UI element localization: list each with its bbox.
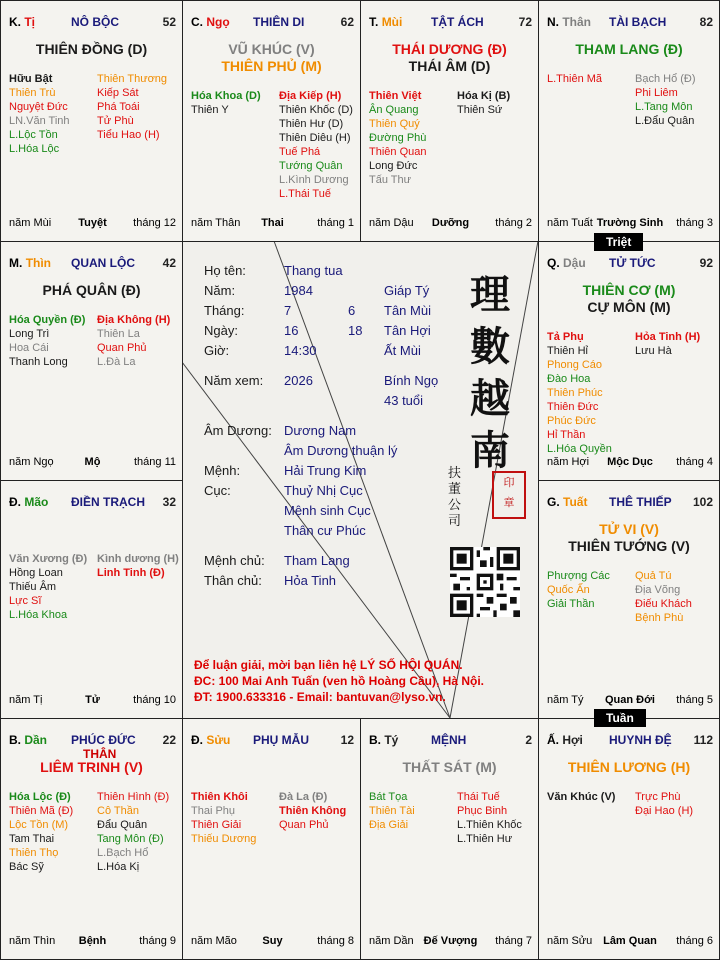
footer-month: tháng 12 bbox=[133, 217, 176, 229]
minor-star: Thiên Giải bbox=[191, 819, 242, 831]
amduong-value: Dương Nam bbox=[284, 423, 357, 438]
minor-star: Hóa Kị (B) bbox=[457, 90, 511, 102]
footer-month: tháng 1 bbox=[317, 217, 354, 229]
minor-star: Phượng Các bbox=[547, 570, 610, 582]
minor-star: Hỏa Tinh (H) bbox=[635, 331, 701, 343]
footer-stage: Bệnh bbox=[78, 935, 107, 947]
minor-star: Thiên Đức bbox=[547, 401, 599, 413]
minor-star: Bạch Hổ (Đ) bbox=[635, 73, 696, 85]
nam-value: 1984 bbox=[284, 283, 313, 298]
palace-name: THIÊN DI bbox=[253, 15, 305, 29]
palace-mui[interactable] bbox=[360, 0, 539, 242]
palace-tuat[interactable] bbox=[538, 480, 720, 719]
palace-header bbox=[191, 733, 354, 749]
ngay-value-lunar: 18 bbox=[348, 323, 363, 338]
cuc-value: Thuỷ Nhị Cục bbox=[284, 483, 363, 498]
triet-tag: Triệt bbox=[594, 233, 643, 251]
minor-star: Long Đức bbox=[369, 160, 418, 172]
minor-star: Thiên Hỉ bbox=[547, 345, 588, 357]
minor-star: Thiên Khốc (D) bbox=[279, 104, 353, 116]
palace-name: TỬ TỨC bbox=[609, 256, 656, 270]
palace-dan[interactable] bbox=[0, 718, 183, 960]
left-minor-stars bbox=[9, 313, 85, 369]
minor-star: Tuế Phá bbox=[279, 146, 321, 158]
main-star: THIÊN ĐỒNG (D) bbox=[35, 41, 148, 57]
palace-header bbox=[547, 256, 713, 272]
main-star: THẤT SÁT (M) bbox=[402, 759, 497, 775]
minor-star: L.Hóa Kị bbox=[97, 861, 140, 873]
footer-year: năm Thìn bbox=[9, 935, 56, 947]
palace-name: HUYNH ĐỆ bbox=[609, 733, 672, 747]
palace-age: 92 bbox=[699, 256, 713, 270]
right-minor-stars bbox=[457, 89, 510, 117]
right-minor-stars bbox=[635, 330, 700, 358]
palace-branch: B. Dần bbox=[9, 733, 48, 747]
left-minor-stars bbox=[9, 552, 87, 622]
minor-star: L.Tang Môn bbox=[635, 101, 693, 113]
palace-header bbox=[547, 495, 713, 511]
gio-label: Giờ: bbox=[204, 343, 230, 358]
footer-month: tháng 11 bbox=[133, 456, 176, 468]
left-minor-stars bbox=[191, 89, 261, 117]
minor-star: L.Hóa Lộc bbox=[9, 143, 60, 155]
palace-branch: Đ. Sửu bbox=[191, 733, 231, 747]
thanchu-label: Thân chủ: bbox=[204, 573, 262, 588]
palace-age: 72 bbox=[518, 15, 532, 29]
minor-star: Ân Quang bbox=[369, 104, 419, 116]
center-info-panel bbox=[182, 241, 538, 718]
minor-star: Linh Tinh (Đ) bbox=[97, 567, 165, 579]
minor-star: Hồng Loan bbox=[9, 567, 63, 579]
palace-name: QUAN LỘC bbox=[71, 256, 135, 270]
gio-canchi: Ất Mùi bbox=[384, 343, 421, 358]
palace-footer bbox=[9, 935, 176, 949]
minor-star: Thiên Khôi bbox=[191, 791, 248, 803]
palace-mao[interactable] bbox=[0, 480, 183, 719]
palace-age: 52 bbox=[162, 15, 176, 29]
palace-footer bbox=[547, 217, 713, 231]
left-minor-stars bbox=[191, 790, 256, 846]
ngay-canchi: Tân Hợi bbox=[384, 323, 431, 338]
left-minor-stars bbox=[9, 72, 70, 156]
footer-stage: Thai bbox=[261, 217, 284, 229]
main-star: THAM LANG (Đ) bbox=[575, 41, 683, 57]
seal-text: 扶 董 公 司 bbox=[448, 466, 462, 529]
palace-age: 62 bbox=[340, 15, 354, 29]
main-stars bbox=[361, 41, 538, 75]
palace-branch: Q. Dậu bbox=[547, 256, 586, 270]
palace-branch: K. Tị bbox=[9, 15, 36, 29]
palace-name: THÊ THIẾP bbox=[609, 495, 672, 509]
main-star: THÁI DƯƠNG (Đ) bbox=[392, 41, 507, 57]
contact-line-1: Để luận giải, mời bạn liên hệ LÝ SỐ HỘI QUÁN. bbox=[194, 658, 463, 672]
main-stars bbox=[539, 759, 719, 776]
left-minor-stars bbox=[369, 790, 415, 832]
palace-suu[interactable] bbox=[182, 718, 361, 960]
minor-star: Thiên Quan bbox=[369, 146, 427, 158]
minor-star: Thiên Việt bbox=[369, 90, 422, 102]
minor-star: Hỉ Thần bbox=[547, 429, 586, 441]
minor-star: L.Lộc Tồn bbox=[9, 129, 58, 141]
hoten-value: Thang tua bbox=[284, 263, 343, 278]
footer-month: tháng 2 bbox=[495, 217, 532, 229]
minor-star: Thiên Quý bbox=[369, 118, 420, 130]
palace-footer bbox=[547, 935, 713, 949]
minor-star: Thiên Phúc bbox=[547, 387, 603, 399]
main-stars bbox=[1, 282, 182, 299]
minor-star: Thiếu Âm bbox=[9, 581, 57, 593]
minor-star: Hữu Bật bbox=[9, 73, 53, 85]
minor-star: Văn Khúc (V) bbox=[547, 791, 616, 803]
minor-star: Tấu Thư bbox=[369, 174, 412, 186]
gio-value: 14:30 bbox=[284, 343, 317, 358]
minor-star: L.Bạch Hổ bbox=[97, 847, 149, 859]
minor-star: Điếu Khách bbox=[635, 598, 692, 610]
main-star: THIÊN TƯỚNG (V) bbox=[568, 538, 690, 554]
minor-star: Thiên La bbox=[97, 328, 140, 340]
palace-header bbox=[9, 15, 176, 31]
red-stamp-icon: 印 章 bbox=[492, 471, 526, 519]
minor-star: Lực Sĩ bbox=[9, 595, 42, 607]
palace-footer bbox=[369, 217, 532, 231]
palace-age: 22 bbox=[162, 733, 176, 747]
minor-star: Thiên Thọ bbox=[9, 847, 59, 859]
minor-star: Thiên Hình (Đ) bbox=[97, 791, 170, 803]
minor-star: Kiếp Sát bbox=[97, 87, 139, 99]
footer-year: năm Sửu bbox=[547, 935, 593, 947]
palace-footer bbox=[191, 217, 354, 231]
footer-year: năm Mùi bbox=[9, 217, 52, 229]
contact-block bbox=[194, 657, 484, 705]
footer-stage: Mộc Dục bbox=[607, 456, 653, 468]
minor-star: Tướng Quân bbox=[279, 160, 343, 172]
than-marker: THÂN bbox=[83, 747, 117, 761]
main-stars bbox=[1, 759, 182, 776]
minor-star: Phong Cáo bbox=[547, 359, 603, 371]
tuan-tag: Tuần bbox=[594, 709, 646, 727]
minor-star: Địa Giải bbox=[369, 819, 409, 831]
palace-footer bbox=[369, 935, 532, 949]
minor-star: L.Thiên Mã bbox=[547, 73, 603, 85]
namxem-value: 2026 bbox=[284, 373, 313, 388]
minor-star: Thiên Tài bbox=[369, 805, 415, 817]
minor-star: Đẩu Quân bbox=[97, 819, 148, 831]
nam-canchi: Giáp Tý bbox=[384, 283, 430, 298]
minor-star: Bát Tọa bbox=[369, 791, 408, 803]
palace-branch: Đ. Mão bbox=[9, 495, 49, 509]
minor-star: L.Đà La bbox=[97, 356, 136, 368]
footer-stage: Lâm Quan bbox=[603, 935, 657, 947]
minor-star: Long Trì bbox=[9, 328, 50, 340]
footer-stage: Đế Vượng bbox=[423, 935, 478, 947]
minor-star: Tang Môn (Đ) bbox=[97, 833, 164, 845]
footer-year: năm Thân bbox=[191, 217, 241, 229]
footer-stage: Tử bbox=[85, 694, 100, 706]
minor-star: Đường Phù bbox=[369, 132, 427, 144]
minor-star: Phá Toái bbox=[97, 101, 140, 113]
minor-star: Đà La (Đ) bbox=[279, 791, 328, 803]
palace-ngo[interactable] bbox=[182, 0, 361, 242]
minor-star: Kình dương (H) bbox=[97, 553, 179, 565]
palace-than[interactable] bbox=[538, 0, 720, 242]
palace-header bbox=[547, 733, 713, 749]
palace-footer bbox=[191, 935, 354, 949]
thang-value: 7 bbox=[284, 303, 292, 318]
minor-star: Phúc Đức bbox=[547, 415, 596, 427]
main-stars bbox=[539, 521, 719, 555]
minor-star: Địa Kiếp (H) bbox=[279, 90, 342, 102]
minor-star: Đào Hoa bbox=[547, 373, 591, 385]
palace-header bbox=[9, 495, 176, 511]
minor-star: Hóa Khoa (D) bbox=[191, 90, 261, 102]
right-minor-stars bbox=[635, 569, 692, 625]
main-star: TỬ VI (V) bbox=[599, 521, 659, 537]
minor-star: Thiên Diêu (H) bbox=[279, 132, 351, 144]
minor-star: Tam Thai bbox=[9, 833, 55, 845]
footer-year: năm Dần bbox=[369, 935, 414, 947]
minor-star: Địa Võng bbox=[635, 584, 681, 596]
minor-star: Thiếu Dương bbox=[191, 833, 257, 845]
minor-star: Bác Sỹ bbox=[9, 861, 44, 873]
right-minor-stars bbox=[635, 72, 696, 128]
minor-star: Trực Phù bbox=[635, 791, 681, 803]
minor-star: Tả Phụ bbox=[547, 331, 584, 343]
minor-star: L.Hóa Khoa bbox=[9, 609, 68, 621]
main-star: THIÊN LƯƠNG (H) bbox=[567, 759, 691, 775]
palace-age: 12 bbox=[340, 733, 354, 747]
palace-name: NÔ BỘC bbox=[71, 15, 119, 29]
main-star: VŨ KHÚC (V) bbox=[228, 41, 315, 57]
palace-age: 82 bbox=[699, 15, 713, 29]
footer-stage: Tuyệt bbox=[78, 217, 107, 229]
ngay-value: 16 bbox=[284, 323, 299, 338]
cuc-value-3: Thân cư Phúc bbox=[284, 523, 366, 538]
left-minor-stars bbox=[547, 72, 602, 86]
palace-branch: B. Tý bbox=[369, 733, 399, 747]
palace-header bbox=[9, 256, 176, 272]
minor-star: Hoa Cái bbox=[9, 342, 49, 354]
palace-ty[interactable] bbox=[360, 718, 539, 960]
minor-star: L.Thái Tuế bbox=[279, 188, 331, 200]
left-minor-stars bbox=[547, 790, 615, 804]
right-minor-stars bbox=[279, 89, 353, 201]
footer-stage: Trường Sinh bbox=[596, 217, 664, 229]
hoten-label: Họ tên: bbox=[204, 263, 246, 278]
footer-year: năm Tị bbox=[9, 694, 43, 706]
footer-year: năm Ngọ bbox=[9, 456, 54, 468]
minor-star: Thiên Sứ bbox=[457, 104, 503, 116]
palace-branch: M. Thìn bbox=[9, 256, 52, 270]
footer-month: tháng 9 bbox=[139, 935, 176, 947]
footer-month: tháng 8 bbox=[317, 935, 354, 947]
menhchu-label: Mệnh chủ: bbox=[204, 553, 265, 568]
footer-month: tháng 6 bbox=[676, 935, 713, 947]
qr-code-icon[interactable] bbox=[450, 547, 520, 617]
palace-branch: N. Thân bbox=[547, 15, 592, 29]
minor-star: Quả Tú bbox=[635, 570, 672, 582]
cuc-value-2: Mệnh sinh Cục bbox=[284, 503, 371, 518]
minor-star: Thiên Thương bbox=[97, 73, 168, 85]
amduong-label: Âm Dương: bbox=[204, 423, 272, 438]
minor-star: Cô Thần bbox=[97, 805, 139, 817]
minor-star: Quan Phủ bbox=[279, 819, 329, 831]
right-minor-stars bbox=[635, 790, 693, 818]
footer-month: tháng 7 bbox=[495, 935, 532, 947]
contact-line-3[interactable]: ĐT: 1900.633316 - Email: bantuvan@lyso.vn. bbox=[194, 690, 446, 704]
palace-footer bbox=[547, 456, 713, 470]
footer-month: tháng 4 bbox=[676, 456, 713, 468]
minor-star: L.Thiên Hư bbox=[457, 833, 513, 845]
right-minor-stars bbox=[97, 552, 179, 580]
main-star: CỰ MÔN (M) bbox=[587, 299, 671, 315]
main-stars bbox=[539, 282, 719, 316]
palace-age: 102 bbox=[692, 495, 713, 509]
right-minor-stars bbox=[97, 790, 169, 874]
footer-year: năm Dậu bbox=[369, 217, 414, 229]
palace-age: 32 bbox=[162, 495, 176, 509]
footer-year: năm Tuất bbox=[547, 217, 593, 229]
minor-star: LN.Văn Tinh bbox=[9, 115, 70, 127]
palace-footer bbox=[547, 694, 713, 708]
main-stars bbox=[183, 41, 360, 75]
palace-dau[interactable] bbox=[538, 241, 720, 481]
thang-value-lunar: 6 bbox=[348, 303, 356, 318]
footer-month: tháng 5 bbox=[676, 694, 713, 706]
minor-star: Lộc Tồn (M) bbox=[9, 819, 69, 831]
left-minor-stars bbox=[547, 330, 612, 456]
minor-star: Đại Hao (H) bbox=[635, 805, 694, 817]
palace-hoi[interactable] bbox=[538, 718, 720, 960]
palace-footer bbox=[9, 217, 176, 231]
minor-star: L.Hóa Quyền bbox=[547, 443, 612, 455]
contact-line-2: ĐC: 100 Mai Anh Tuấn (ven hồ Hoàng Cầu), Hà Nội. bbox=[194, 674, 485, 688]
main-stars bbox=[539, 41, 719, 58]
minor-star: Quan Phủ bbox=[97, 342, 147, 354]
minor-star: Bệnh Phù bbox=[635, 612, 684, 624]
menh-value: Hải Trung Kim bbox=[284, 463, 367, 478]
main-stars bbox=[1, 41, 182, 58]
footer-year: năm Hợi bbox=[547, 456, 590, 468]
minor-star: Lưu Hà bbox=[635, 345, 672, 357]
ngay-label: Ngày: bbox=[204, 323, 238, 338]
palace-age: 2 bbox=[525, 733, 532, 747]
palace-name: TẬT ÁCH bbox=[431, 15, 484, 29]
palace-branch: Ấ. Hợi bbox=[547, 733, 583, 747]
minor-star: Hóa Lộc (Đ) bbox=[9, 791, 71, 803]
right-minor-stars bbox=[97, 72, 167, 142]
palace-header bbox=[369, 15, 532, 31]
thanchu-value: Hỏa Tinh bbox=[284, 573, 337, 588]
menh-label: Mệnh: bbox=[204, 463, 241, 478]
minor-star: L.Đẩu Quân bbox=[635, 115, 695, 127]
palace-branch: G. Tuất bbox=[547, 495, 588, 509]
menhchu-value: Tham Lang bbox=[284, 553, 350, 568]
palace-name: ĐIỀN TRẠCH bbox=[71, 495, 145, 509]
main-star: THIÊN PHỦ (M) bbox=[221, 58, 322, 74]
amduong-value-2: Âm Dương thuận lý bbox=[284, 443, 398, 458]
minor-star: Giải Thần bbox=[547, 598, 595, 610]
palace-footer bbox=[9, 456, 176, 470]
right-minor-stars bbox=[97, 313, 170, 369]
palace-name: PHÚC ĐỨC THÂN bbox=[71, 733, 136, 761]
palace-header bbox=[547, 15, 713, 31]
minor-star: Thái Tuế bbox=[457, 791, 500, 803]
palace-branch: C. Ngọ bbox=[191, 15, 230, 29]
palace-branch: T. Mùi bbox=[369, 15, 403, 29]
footer-stage: Mộ bbox=[84, 456, 101, 468]
palace-ti[interactable] bbox=[0, 0, 183, 242]
calligraphy-logo: 理 數 越 南 bbox=[470, 271, 510, 474]
footer-year: năm Mão bbox=[191, 935, 237, 947]
palace-name: TÀI BẠCH bbox=[609, 15, 667, 29]
minor-star: L.Kình Dương bbox=[279, 174, 349, 186]
palace-footer bbox=[9, 694, 176, 708]
minor-star: Tử Phù bbox=[97, 115, 134, 127]
palace-name: PHỤ MẪU bbox=[253, 733, 309, 747]
minor-star: Thiên Trù bbox=[9, 87, 56, 99]
main-stars bbox=[361, 759, 538, 776]
namxem-label: Năm xem: bbox=[204, 373, 264, 388]
minor-star: Thiên Mã (Đ) bbox=[9, 805, 74, 817]
minor-star: Văn Xương (Đ) bbox=[9, 553, 88, 565]
minor-star: Quốc Ấn bbox=[547, 584, 590, 596]
footer-stage: Suy bbox=[262, 935, 283, 947]
minor-star: Nguyệt Đức bbox=[9, 101, 68, 113]
palace-header bbox=[369, 733, 532, 749]
minor-star: Thiên Y bbox=[191, 104, 229, 116]
thang-canchi: Tân Mùi bbox=[384, 303, 431, 318]
nam-label: Năm: bbox=[204, 283, 236, 298]
footer-year: năm Tý bbox=[547, 694, 584, 706]
minor-star: Thai Phụ bbox=[191, 805, 236, 817]
footer-stage: Dưỡng bbox=[431, 217, 470, 229]
right-minor-stars bbox=[279, 790, 346, 832]
tuoi-value: 43 tuổi bbox=[384, 393, 424, 408]
palace-name: MỆNH bbox=[431, 733, 467, 747]
palace-thin[interactable] bbox=[0, 241, 183, 481]
main-star: LIÊM TRINH (V) bbox=[40, 759, 143, 775]
palace-age: 42 bbox=[162, 256, 176, 270]
left-minor-stars bbox=[547, 569, 610, 611]
namxem-canchi: Bính Ngọ bbox=[384, 373, 439, 388]
main-star: PHÁ QUÂN (Đ) bbox=[42, 282, 141, 298]
minor-star: Thanh Long bbox=[9, 356, 68, 368]
minor-star: Phục Binh bbox=[457, 805, 508, 817]
minor-star: Tiểu Hao (H) bbox=[97, 129, 160, 141]
minor-star: L.Thiên Khốc bbox=[457, 819, 522, 831]
palace-age: 112 bbox=[693, 733, 713, 747]
footer-stage: Quan Đới bbox=[605, 694, 655, 706]
minor-star: Thiên Không bbox=[279, 805, 347, 817]
minor-star: Hóa Quyền (Đ) bbox=[9, 314, 86, 326]
footer-month: tháng 3 bbox=[676, 217, 713, 229]
thang-label: Tháng: bbox=[204, 303, 245, 318]
right-minor-stars bbox=[457, 790, 522, 846]
minor-star: Thiên Hư (D) bbox=[279, 118, 344, 130]
minor-star: Phi Liêm bbox=[635, 87, 678, 99]
main-star: THÁI ÂM (D) bbox=[408, 58, 491, 74]
left-minor-stars bbox=[369, 89, 426, 187]
minor-star: Địa Không (H) bbox=[97, 314, 171, 326]
palace-header bbox=[9, 733, 176, 761]
left-minor-stars bbox=[9, 790, 73, 874]
footer-month: tháng 10 bbox=[133, 694, 176, 706]
main-star: THIÊN CƠ (M) bbox=[582, 282, 676, 298]
palace-header bbox=[191, 15, 354, 31]
cuc-label: Cục: bbox=[204, 483, 231, 498]
